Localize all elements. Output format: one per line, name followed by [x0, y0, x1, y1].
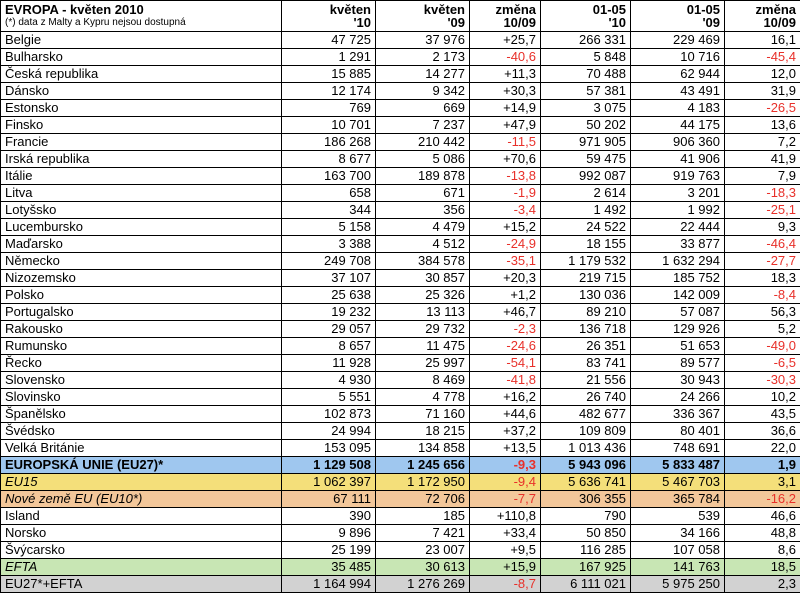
table-row	[1, 372, 800, 389]
country-cell: Švédsko	[1, 423, 282, 440]
may10-cell: 11 928	[282, 355, 376, 372]
country-cell: Itálie	[1, 168, 282, 185]
change-ytd-cell: -8,4	[725, 287, 800, 304]
may09-cell: 2 173	[376, 49, 470, 66]
ytd09-cell: 748 691	[631, 440, 725, 457]
table-row	[1, 185, 800, 202]
may09-cell: 384 578	[376, 253, 470, 270]
country-cell: Litva	[1, 185, 282, 202]
country-cell: Velká Británie	[1, 440, 282, 457]
may10-cell: 15 885	[282, 66, 376, 83]
may09-cell: 4 479	[376, 219, 470, 236]
change-month-cell: -24,6	[470, 338, 541, 355]
change-month-cell: +70,6	[470, 151, 541, 168]
ytd10-cell: 219 715	[541, 270, 631, 287]
ytd09-cell: 34 166	[631, 525, 725, 542]
country-cell: Lucembursko	[1, 219, 282, 236]
col-header-change-month: změna 10/09	[470, 1, 541, 32]
change-ytd-cell: 9,3	[725, 219, 800, 236]
table-row	[1, 287, 800, 304]
may10-cell: 1 291	[282, 49, 376, 66]
ytd10-cell: 1 492	[541, 202, 631, 219]
ytd10-cell: 89 210	[541, 304, 631, 321]
ytd09-cell: 185 752	[631, 270, 725, 287]
may09-cell: 29 732	[376, 321, 470, 338]
ytd09-cell: 1 992	[631, 202, 725, 219]
table-note: (*) data z Malty a Kypru nejsou dostupná	[5, 17, 186, 28]
country-cell: Německo	[1, 253, 282, 270]
ytd09-cell: 30 943	[631, 372, 725, 389]
ytd09-cell: 5 833 487	[631, 457, 725, 474]
may09-cell: 189 878	[376, 168, 470, 185]
country-cell: Belgie	[1, 32, 282, 49]
ytd10-cell: 26 740	[541, 389, 631, 406]
country-cell: Slovinsko	[1, 389, 282, 406]
change-month-cell: -1,9	[470, 185, 541, 202]
ytd10-cell: 59 475	[541, 151, 631, 168]
may10-cell: 29 057	[282, 321, 376, 338]
ytd10-cell: 3 075	[541, 100, 631, 117]
table-row	[1, 321, 800, 338]
country-cell: Španělsko	[1, 406, 282, 423]
may09-cell: 30 613	[376, 559, 470, 576]
country-cell: Maďarsko	[1, 236, 282, 253]
change-month-cell: +14,9	[470, 100, 541, 117]
country-cell: EU27*+EFTA	[1, 576, 282, 593]
ytd10-cell: 136 718	[541, 321, 631, 338]
ytd09-cell: 10 716	[631, 49, 725, 66]
table-body	[1, 1, 800, 593]
table-row	[1, 117, 800, 134]
change-month-cell: -9,3	[470, 457, 541, 474]
country-cell: EUROPSKÁ UNIE (EU27)*	[1, 457, 282, 474]
change-ytd-cell: -6,5	[725, 355, 800, 372]
country-cell: Francie	[1, 134, 282, 151]
may10-cell: 35 485	[282, 559, 376, 576]
table-row	[1, 168, 800, 185]
country-cell: Island	[1, 508, 282, 525]
change-month-cell: -3,4	[470, 202, 541, 219]
may10-cell: 10 701	[282, 117, 376, 134]
ytd10-cell: 18 155	[541, 236, 631, 253]
ytd09-cell: 3 201	[631, 185, 725, 202]
ytd10-cell: 1 179 532	[541, 253, 631, 270]
table-row	[1, 423, 800, 440]
change-month-cell: -40,6	[470, 49, 541, 66]
change-ytd-cell: 18,3	[725, 270, 800, 287]
may09-cell: 4 778	[376, 389, 470, 406]
may09-cell: 37 976	[376, 32, 470, 49]
change-ytd-cell: 48,8	[725, 525, 800, 542]
may09-cell: 1 245 656	[376, 457, 470, 474]
change-ytd-cell: -18,3	[725, 185, 800, 202]
change-ytd-cell: -26,5	[725, 100, 800, 117]
ytd10-cell: 50 202	[541, 117, 631, 134]
may10-cell: 12 174	[282, 83, 376, 100]
change-month-cell: -8,7	[470, 576, 541, 593]
change-month-cell: -54,1	[470, 355, 541, 372]
ytd10-cell: 790	[541, 508, 631, 525]
ytd09-cell: 1 632 294	[631, 253, 725, 270]
may09-cell: 18 215	[376, 423, 470, 440]
change-ytd-cell: 43,5	[725, 406, 800, 423]
change-ytd-cell: -30,3	[725, 372, 800, 389]
ytd09-cell: 43 491	[631, 83, 725, 100]
table-row	[1, 202, 800, 219]
table-row	[1, 151, 800, 168]
title-cell	[1, 1, 282, 32]
table-row	[1, 134, 800, 151]
ytd09-cell: 51 653	[631, 338, 725, 355]
change-ytd-cell: -27,7	[725, 253, 800, 270]
ytd09-cell: 141 763	[631, 559, 725, 576]
may09-cell: 72 706	[376, 491, 470, 508]
ytd10-cell: 992 087	[541, 168, 631, 185]
may09-cell: 23 007	[376, 542, 470, 559]
table-row	[1, 100, 800, 117]
change-ytd-cell: 2,3	[725, 576, 800, 593]
may09-cell: 30 857	[376, 270, 470, 287]
change-ytd-cell: -46,4	[725, 236, 800, 253]
change-month-cell: -24,9	[470, 236, 541, 253]
ytd10-cell: 2 614	[541, 185, 631, 202]
country-cell: EFTA	[1, 559, 282, 576]
country-cell: Norsko	[1, 525, 282, 542]
change-ytd-cell: 36,6	[725, 423, 800, 440]
ytd09-cell: 919 763	[631, 168, 725, 185]
change-ytd-cell: 7,2	[725, 134, 800, 151]
change-ytd-cell: 13,6	[725, 117, 800, 134]
ytd09-cell: 107 058	[631, 542, 725, 559]
may10-cell: 1 129 508	[282, 457, 376, 474]
may09-cell: 5 086	[376, 151, 470, 168]
country-cell: Irská republika	[1, 151, 282, 168]
ytd10-cell: 130 036	[541, 287, 631, 304]
table-row	[1, 559, 800, 576]
change-month-cell: +30,3	[470, 83, 541, 100]
change-month-cell: +37,2	[470, 423, 541, 440]
may10-cell: 344	[282, 202, 376, 219]
ytd10-cell: 1 013 436	[541, 440, 631, 457]
may10-cell: 8 677	[282, 151, 376, 168]
may10-cell: 769	[282, 100, 376, 117]
change-ytd-cell: 22,0	[725, 440, 800, 457]
ytd10-cell: 70 488	[541, 66, 631, 83]
may09-cell: 1 276 269	[376, 576, 470, 593]
country-cell: Portugalsko	[1, 304, 282, 321]
table-row	[1, 389, 800, 406]
change-ytd-cell: 5,2	[725, 321, 800, 338]
may10-cell: 5 158	[282, 219, 376, 236]
may09-cell: 13 113	[376, 304, 470, 321]
change-month-cell: -13,8	[470, 168, 541, 185]
change-month-cell: +46,7	[470, 304, 541, 321]
col-header-ytd10: 01-05 '10	[541, 1, 631, 32]
may09-cell: 7 237	[376, 117, 470, 134]
change-month-cell: +15,2	[470, 219, 541, 236]
change-month-cell: -41,8	[470, 372, 541, 389]
ytd09-cell: 4 183	[631, 100, 725, 117]
may10-cell: 3 388	[282, 236, 376, 253]
country-cell: Rumunsko	[1, 338, 282, 355]
change-month-cell: +20,3	[470, 270, 541, 287]
table-row	[1, 219, 800, 236]
may09-cell: 134 858	[376, 440, 470, 457]
table-row	[1, 542, 800, 559]
may10-cell: 67 111	[282, 491, 376, 508]
may10-cell: 19 232	[282, 304, 376, 321]
ytd10-cell: 5 848	[541, 49, 631, 66]
change-ytd-cell: 16,1	[725, 32, 800, 49]
change-month-cell: +33,4	[470, 525, 541, 542]
ytd10-cell: 83 741	[541, 355, 631, 372]
ytd10-cell: 109 809	[541, 423, 631, 440]
country-cell: Česká republika	[1, 66, 282, 83]
may09-cell: 185	[376, 508, 470, 525]
table-header-row	[1, 1, 800, 32]
may10-cell: 37 107	[282, 270, 376, 287]
ytd09-cell: 142 009	[631, 287, 725, 304]
ytd09-cell: 906 360	[631, 134, 725, 151]
may09-cell: 25 326	[376, 287, 470, 304]
ytd10-cell: 50 850	[541, 525, 631, 542]
change-month-cell: -7,7	[470, 491, 541, 508]
table-row	[1, 83, 800, 100]
table-row	[1, 66, 800, 83]
may09-cell: 7 421	[376, 525, 470, 542]
may09-cell: 71 160	[376, 406, 470, 423]
change-ytd-cell: 41,9	[725, 151, 800, 168]
ytd10-cell: 266 331	[541, 32, 631, 49]
ytd09-cell: 24 266	[631, 389, 725, 406]
change-ytd-cell: 18,5	[725, 559, 800, 576]
country-cell: Nové země EU (EU10*)	[1, 491, 282, 508]
may10-cell: 8 657	[282, 338, 376, 355]
change-ytd-cell: -45,4	[725, 49, 800, 66]
ytd10-cell: 482 677	[541, 406, 631, 423]
change-month-cell: -11,5	[470, 134, 541, 151]
may10-cell: 186 268	[282, 134, 376, 151]
change-ytd-cell: -16,2	[725, 491, 800, 508]
ytd10-cell: 5 636 741	[541, 474, 631, 491]
table-row	[1, 491, 800, 508]
change-month-cell: +11,3	[470, 66, 541, 83]
may10-cell: 102 873	[282, 406, 376, 423]
may10-cell: 163 700	[282, 168, 376, 185]
country-cell: Finsko	[1, 117, 282, 134]
change-month-cell: -35,1	[470, 253, 541, 270]
ytd09-cell: 539	[631, 508, 725, 525]
ytd09-cell: 62 944	[631, 66, 725, 83]
change-ytd-cell: 31,9	[725, 83, 800, 100]
change-month-cell: +25,7	[470, 32, 541, 49]
ytd10-cell: 306 355	[541, 491, 631, 508]
country-cell: Rakousko	[1, 321, 282, 338]
country-cell: Nizozemsko	[1, 270, 282, 287]
change-ytd-cell: 10,2	[725, 389, 800, 406]
ytd10-cell: 167 925	[541, 559, 631, 576]
change-ytd-cell: 7,9	[725, 168, 800, 185]
may09-cell: 671	[376, 185, 470, 202]
table-row	[1, 576, 800, 593]
change-ytd-cell: 8,6	[725, 542, 800, 559]
ytd09-cell: 41 906	[631, 151, 725, 168]
change-ytd-cell: 56,3	[725, 304, 800, 321]
ytd09-cell: 33 877	[631, 236, 725, 253]
change-month-cell: +44,6	[470, 406, 541, 423]
country-cell: Dánsko	[1, 83, 282, 100]
change-month-cell: +110,8	[470, 508, 541, 525]
change-month-cell: +13,5	[470, 440, 541, 457]
table-row	[1, 32, 800, 49]
may10-cell: 24 994	[282, 423, 376, 440]
change-month-cell: +47,9	[470, 117, 541, 134]
may09-cell: 11 475	[376, 338, 470, 355]
country-cell: Polsko	[1, 287, 282, 304]
may09-cell: 1 172 950	[376, 474, 470, 491]
change-month-cell: -9,4	[470, 474, 541, 491]
ytd09-cell: 44 175	[631, 117, 725, 134]
ytd09-cell: 80 401	[631, 423, 725, 440]
country-cell: Řecko	[1, 355, 282, 372]
ytd10-cell: 5 943 096	[541, 457, 631, 474]
may10-cell: 9 896	[282, 525, 376, 542]
table-row	[1, 406, 800, 423]
change-month-cell: +15,9	[470, 559, 541, 576]
may09-cell: 14 277	[376, 66, 470, 83]
table-row	[1, 270, 800, 287]
table-row	[1, 457, 800, 474]
ytd09-cell: 336 367	[631, 406, 725, 423]
change-ytd-cell: -25,1	[725, 202, 800, 219]
change-ytd-cell: 1,9	[725, 457, 800, 474]
country-cell: Lotyšsko	[1, 202, 282, 219]
country-cell: Slovensko	[1, 372, 282, 389]
may10-cell: 1 164 994	[282, 576, 376, 593]
may10-cell: 249 708	[282, 253, 376, 270]
may09-cell: 210 442	[376, 134, 470, 151]
change-month-cell: +1,2	[470, 287, 541, 304]
change-month-cell: -2,3	[470, 321, 541, 338]
change-ytd-cell: 3,1	[725, 474, 800, 491]
ytd09-cell: 89 577	[631, 355, 725, 372]
col-header-may09: květen '09	[376, 1, 470, 32]
change-ytd-cell: -49,0	[725, 338, 800, 355]
col-header-may10: květen '10	[282, 1, 376, 32]
table-row	[1, 338, 800, 355]
table-title: EVROPA - květen 2010	[5, 2, 144, 17]
ytd09-cell: 229 469	[631, 32, 725, 49]
may10-cell: 390	[282, 508, 376, 525]
ytd09-cell: 365 784	[631, 491, 725, 508]
country-cell: EU15	[1, 474, 282, 491]
may10-cell: 25 199	[282, 542, 376, 559]
ytd10-cell: 21 556	[541, 372, 631, 389]
may09-cell: 8 469	[376, 372, 470, 389]
may10-cell: 25 638	[282, 287, 376, 304]
may09-cell: 9 342	[376, 83, 470, 100]
change-ytd-cell: 46,6	[725, 508, 800, 525]
table-row	[1, 236, 800, 253]
may09-cell: 25 997	[376, 355, 470, 372]
ytd09-cell: 5 975 250	[631, 576, 725, 593]
ytd10-cell: 24 522	[541, 219, 631, 236]
ytd10-cell: 26 351	[541, 338, 631, 355]
table-row	[1, 440, 800, 457]
ytd10-cell: 971 905	[541, 134, 631, 151]
may09-cell: 356	[376, 202, 470, 219]
may10-cell: 1 062 397	[282, 474, 376, 491]
country-cell: Švýcarsko	[1, 542, 282, 559]
table-row	[1, 49, 800, 66]
may09-cell: 669	[376, 100, 470, 117]
ytd09-cell: 22 444	[631, 219, 725, 236]
col-header-ytd09: 01-05 '09	[631, 1, 725, 32]
may10-cell: 4 930	[282, 372, 376, 389]
country-cell: Bulharsko	[1, 49, 282, 66]
may09-cell: 4 512	[376, 236, 470, 253]
change-month-cell: +16,2	[470, 389, 541, 406]
table-row	[1, 253, 800, 270]
ytd10-cell: 57 381	[541, 83, 631, 100]
col-header-change-ytd: změna 10/09	[725, 1, 800, 32]
ytd09-cell: 57 087	[631, 304, 725, 321]
ytd10-cell: 116 285	[541, 542, 631, 559]
change-month-cell: +9,5	[470, 542, 541, 559]
may10-cell: 658	[282, 185, 376, 202]
table-row	[1, 508, 800, 525]
may10-cell: 5 551	[282, 389, 376, 406]
table-row	[1, 525, 800, 542]
table-row	[1, 355, 800, 372]
ytd10-cell: 6 111 021	[541, 576, 631, 593]
may10-cell: 47 725	[282, 32, 376, 49]
ytd09-cell: 5 467 703	[631, 474, 725, 491]
country-cell: Estonsko	[1, 100, 282, 117]
ytd09-cell: 129 926	[631, 321, 725, 338]
table-row	[1, 304, 800, 321]
table-row	[1, 474, 800, 491]
change-ytd-cell: 12,0	[725, 66, 800, 83]
may10-cell: 153 095	[282, 440, 376, 457]
